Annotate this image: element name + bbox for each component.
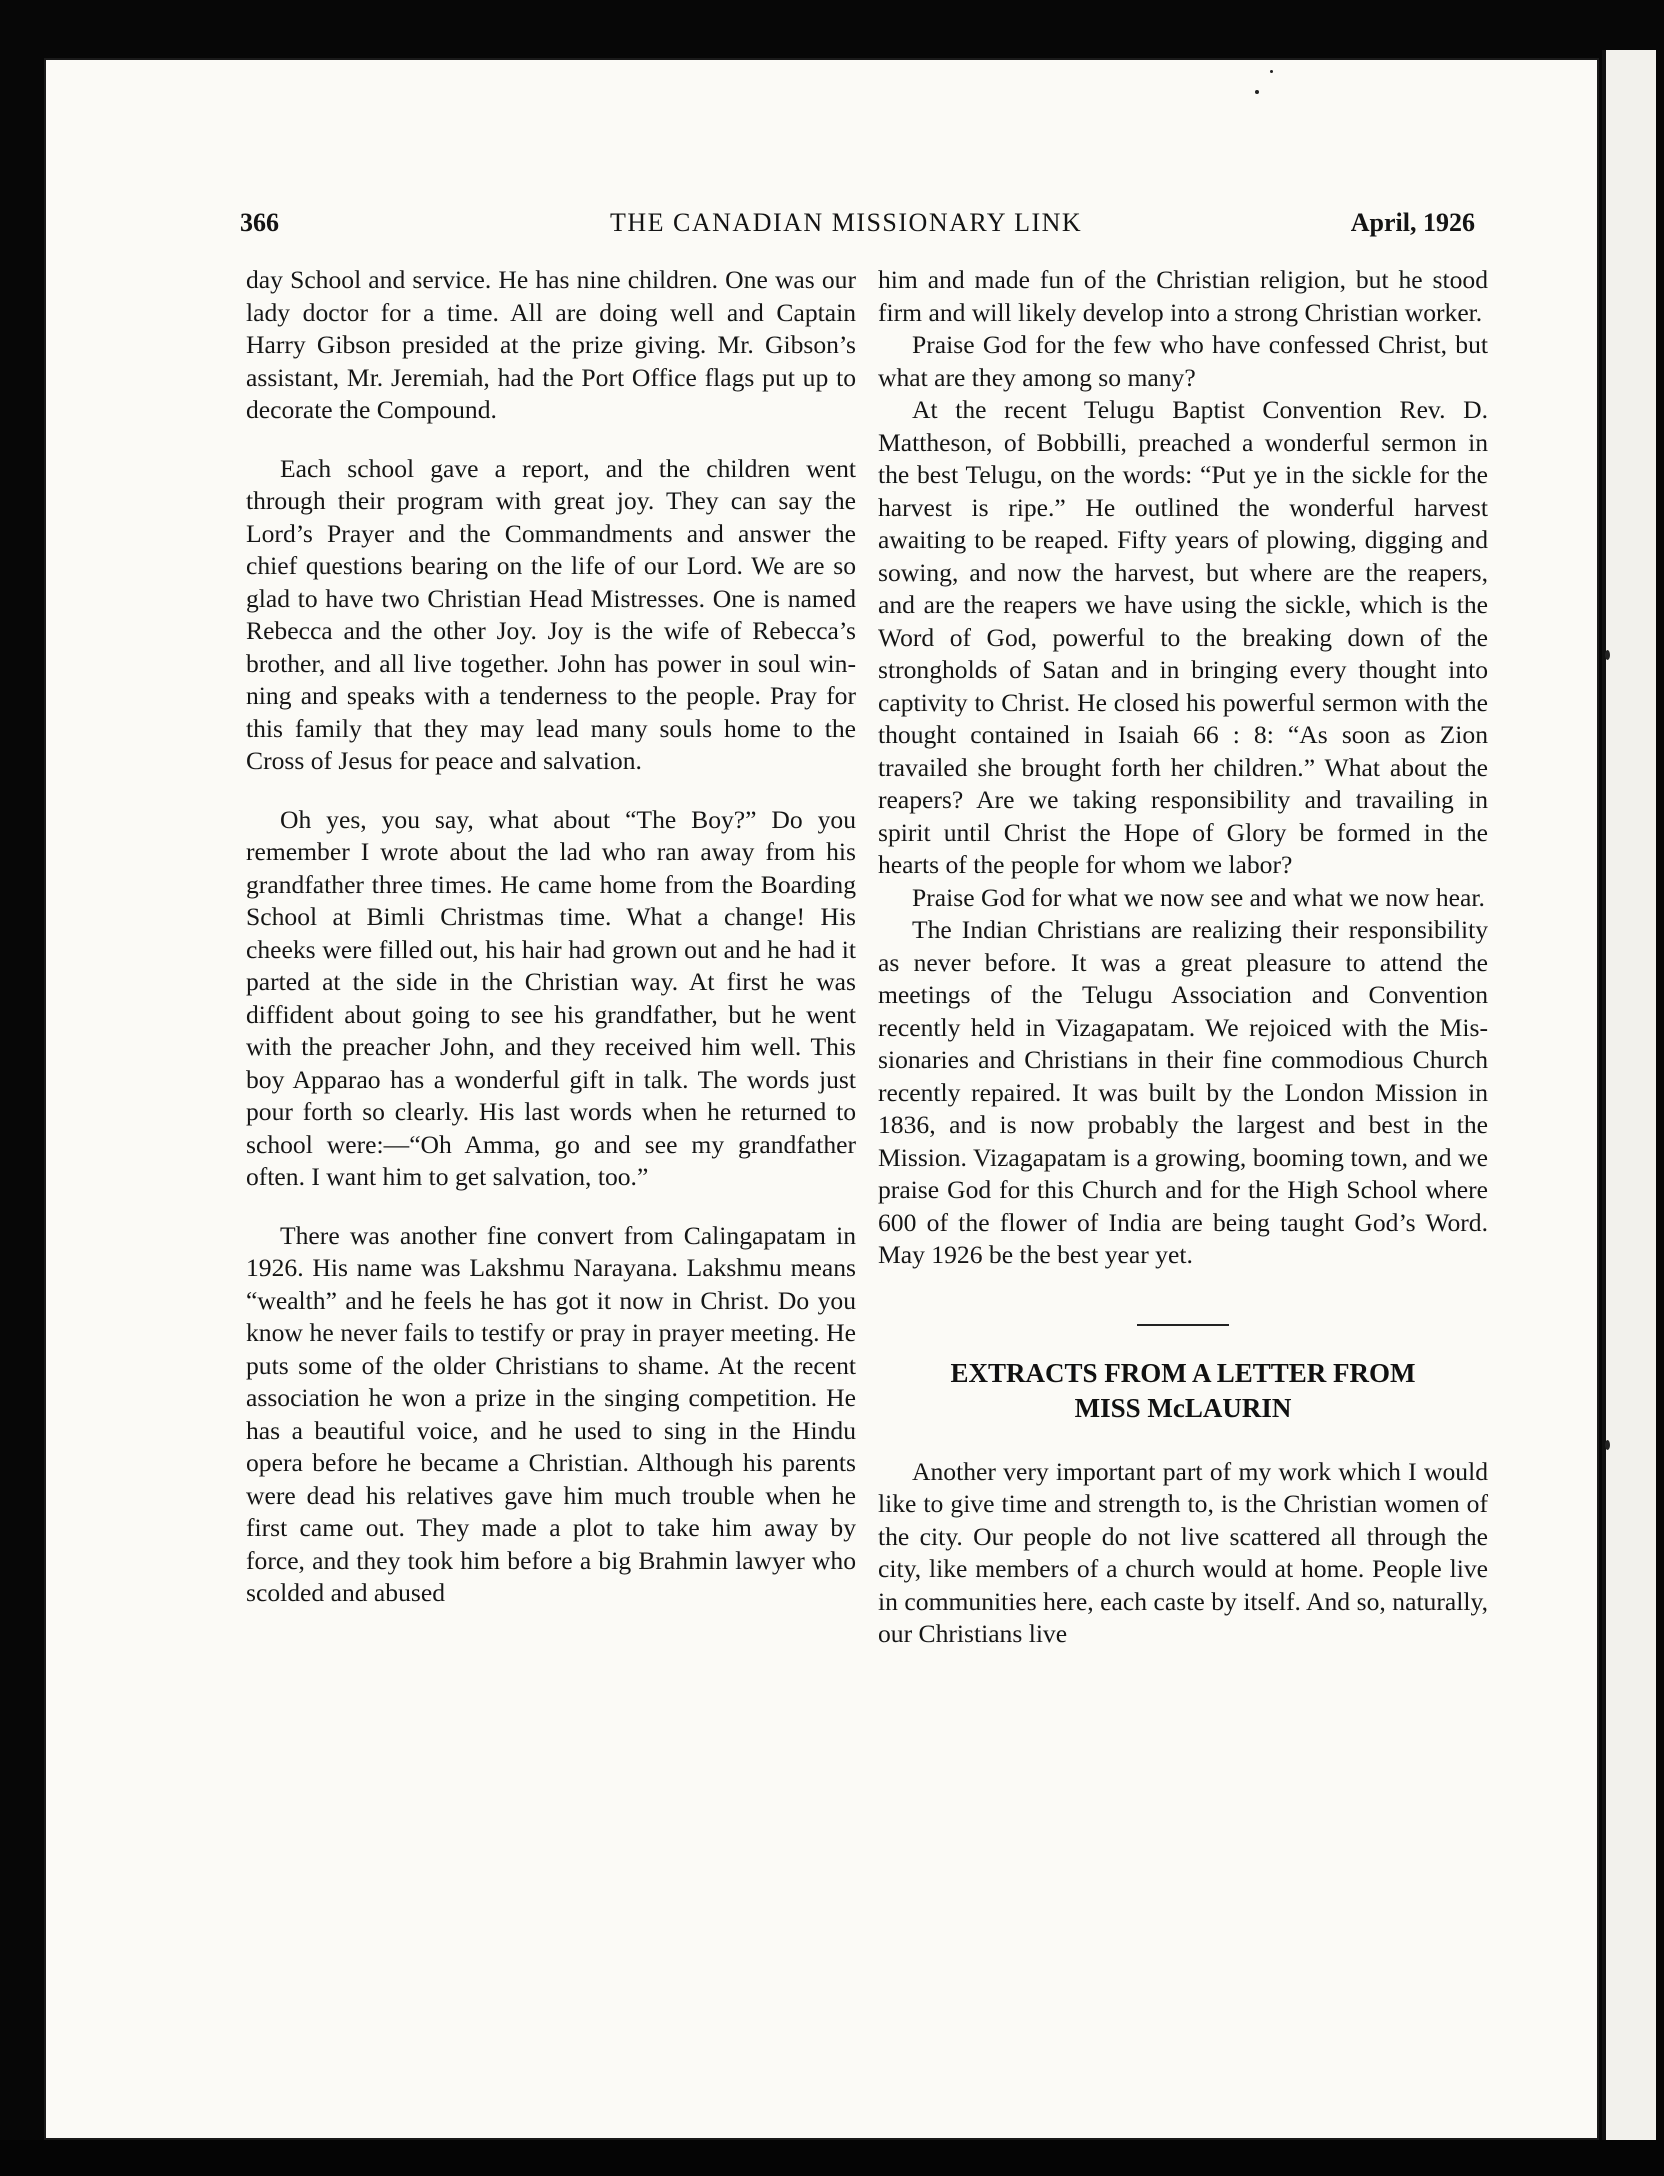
page-number: 366 bbox=[240, 208, 279, 237]
right-column bbox=[878, 264, 1488, 1954]
scan-speck bbox=[1605, 650, 1610, 660]
left-column bbox=[246, 264, 856, 1954]
section-heading bbox=[878, 1356, 1488, 1426]
paragraph: Another very important part of my work which I would like to give time and strength to, is the Christian women of the city. Our people do not live scattered all through the city, like members of a church would at home. People live in communities here, each caste by itself. And so, naturally, our Christians live bbox=[878, 1456, 1488, 1648]
section-divider bbox=[1137, 1324, 1229, 1326]
magazine-title: THE CANADIAN MISSIONARY LINK bbox=[610, 208, 1083, 237]
paragraph: day School and service. He has nine children. One was our lady doctor for a time. All are doing well and Captain Harry Gibson presided at the prize giving. Mr. Gibson’s assistant, Mr. Jeremiah, had the Port Office flags put up to decorate the Compound. bbox=[246, 265, 856, 424]
paragraph: Each school gave a report, and the children went through their program with great joy. They can say the Lord’s Prayer and the Commandments and answer the chief questions bearing on the life of our Lord. We are so glad to have two Christian Head Mistresses. One is named Rebecca and the other Joy. Joy is the wife of Rebecca’s brother, and all live together. John has power in soul winning and speaks with a tenderness to the people. Pray for this family that they may lead many souls home to the Cross of Jesus for peace and salvation. bbox=[246, 453, 856, 775]
paragraph: Praise God for the few who have confessed Christ, but what are they among so many? bbox=[878, 330, 1488, 392]
issue-date: April, 1926 bbox=[1350, 208, 1475, 237]
paragraph: The Indian Christians are realizing their responsibility as never before. It was a great pleasure to attend the meetings of the Telugu Association and Convention recently held in Vizagapatam. We rejoiced with the Missionaries and Christians in their fine commodious Church recently repaired. It was built by the London Mission in 1836, and is now probably the largest and best in the Mission. Vizagapatam is a growing, booming town, and we praise God for this Church and for the High School where 600 of the flower of India are being taught God’s Word. May 1926 be the best year yet. bbox=[878, 915, 1488, 1269]
paragraph: Praise God for what we now see and what we now hear. bbox=[912, 882, 1485, 912]
scan-bottom-border bbox=[0, 2140, 1664, 2176]
running-head bbox=[240, 208, 1475, 248]
scan-speck bbox=[1270, 70, 1273, 73]
paragraph: At the recent Telugu Baptist Convention Rev. D. Mattheson, of Bobbilli, preached a wonderful sermon in the best Telugu, on the words: “Put ye in the sickle for the harvest is ripe.” He outlined the wonderful harvest awaiting to be reaped. Fifty years of plowing, digging and sowing, and now the harvest, but where are the reapers, and are the reapers we have using the sickle, which is the Word of God, powerful to the breaking down of the strongholds of Satan and in bringing every thought into captivity to Christ. He closed his powerful sermon with the thought contained in Isaiah 66 : 8: “As soon as Zion travailed she brought forth her children.” What about the reapers? Are we taking responsibility and travailing in spirit until Christ the Hope of Glory be formed in the hearts of the people for whom we labor? bbox=[878, 395, 1488, 879]
next-page-edge bbox=[1602, 50, 1656, 2140]
scan-speck bbox=[1255, 90, 1259, 94]
paragraph: him and made fun of the Christian religion, but he stood firm and will likely develop into a strong Christian worker. bbox=[878, 265, 1488, 327]
paragraph: Oh yes, you say, what about “The Boy?” Do you remember I wrote about the lad who ran away from his grandfather three times. He came home from the Boarding School at Bimli Christmas time. What a change! His cheeks were filled out, his hair had grown out and he had it parted at the side in the Christian way. At first he was diffident about going to see his grandfather, but he went with the preacher John, and they received him well. This boy Apparao has a wonderful gift in talk. The words just pour forth so clearly. His last words when he returned to school were:—“Oh Amma, go and see my grandfather often. I want him to get salvation, too.” bbox=[246, 804, 856, 1191]
section-heading-line: MISS McLAURIN bbox=[1074, 1392, 1292, 1423]
section-heading-line: EXTRACTS FROM A LETTER FROM bbox=[950, 1357, 1416, 1388]
scan-speck bbox=[1605, 1440, 1610, 1450]
paragraph: There was another fine convert from Calingapatam in 1926. His name was Lakshmu Narayana. Lakshmu means “wealth” and he feels he has got it now in Christ. Do you know he never fails to testify or pray in prayer meeting. He puts some of the older Christians to shame. At the recent association he won a prize in the singing competition. He has a beautiful voice, and he used to sing in the Hindu opera before he became a Christian. Although his parents were dead his relatives gave him much trouble when he first came out. They made a plot to take him away by force, and they took him before a big Brahmin lawyer who scolded and abused bbox=[246, 1220, 856, 1607]
